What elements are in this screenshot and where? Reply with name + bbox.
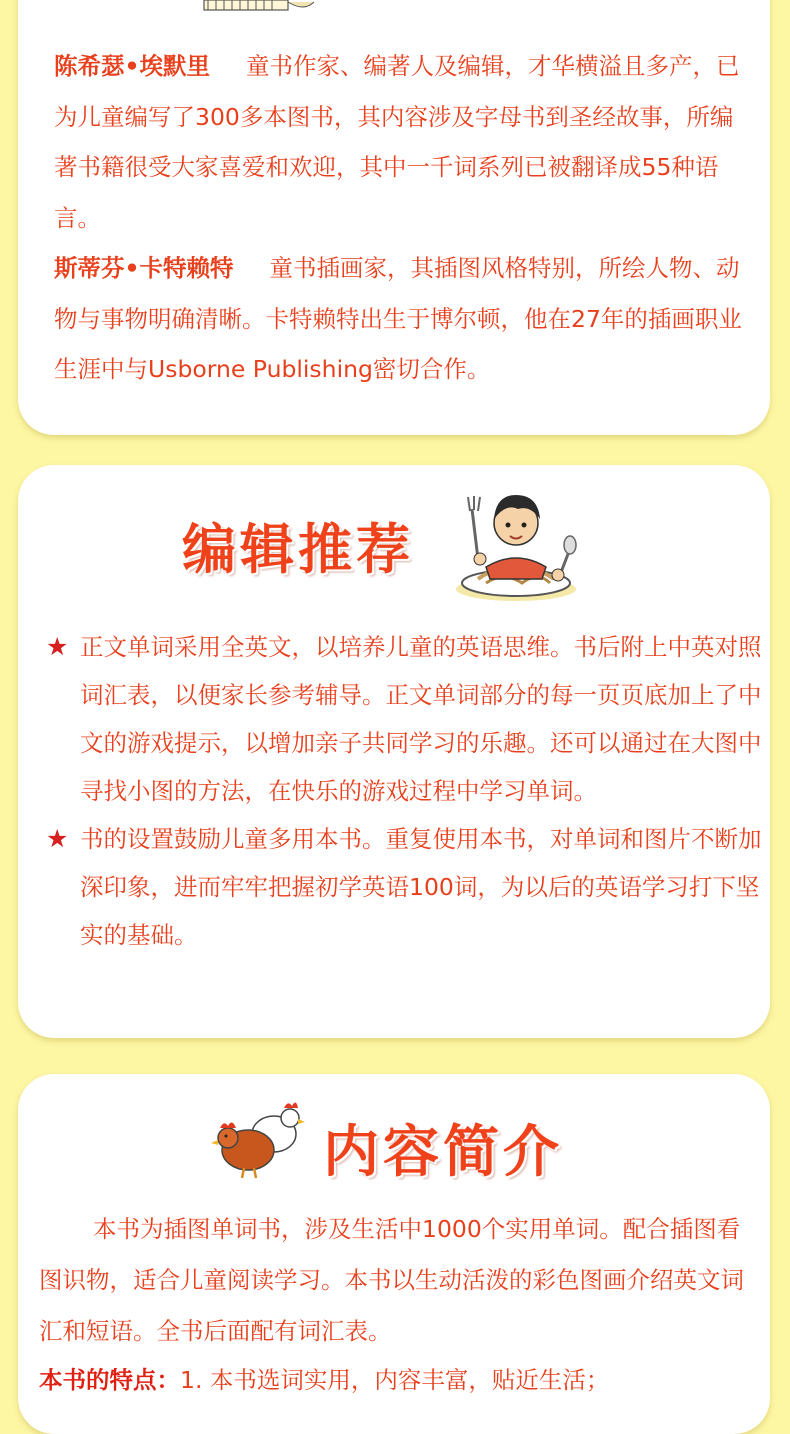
boy-eating-noodles-illustration bbox=[438, 479, 588, 609]
recommendation-text-1: 正文单词采用全英文，以培养儿童的英语思维。书后附上中英对照词汇表，以便家长参考辅导。正文单词部分的每一页页底加上了中文的游戏提示，以增加亲子共同学习的乐趣。还可以通过在大图中寻找小图的方法，在快乐的游戏过程中学习单词。 bbox=[80, 633, 762, 805]
author-bio-2 bbox=[54, 243, 744, 395]
features-label: 本书的特点： bbox=[39, 1366, 180, 1394]
recommendation-card bbox=[18, 465, 770, 1038]
summary-heading: 内容简介 bbox=[323, 1120, 563, 1185]
summary-features bbox=[39, 1355, 754, 1406]
recommendation-heading: 编辑推荐 bbox=[182, 518, 414, 581]
author-card bbox=[18, 0, 770, 435]
author-bio-text-1: 童书作家、编著人及编辑，才华横溢且多产，已为儿童编写了300多本图书，其内容涉及字母书到圣经故事，所编著书籍很受大家喜爱和欢迎，其中一千词系列已被翻译成55种语言。 bbox=[54, 52, 740, 232]
book-illustration bbox=[188, 0, 328, 14]
star-icon: ★ bbox=[46, 632, 69, 661]
author-name-2: 斯蒂芬•卡特赖特 bbox=[54, 254, 234, 282]
author-name-1: 陈希瑟•埃默里 bbox=[54, 52, 211, 80]
list-item bbox=[46, 623, 762, 815]
summary-intro: 本书为插图单词书，涉及生活中1000个实用单词。配合插图看图识物，适合儿童阅读学习。本书以生动活泼的彩色图画介绍英文词汇和短语。全书后面配有词汇表。 bbox=[39, 1215, 744, 1345]
list-item bbox=[46, 815, 762, 959]
summary-card bbox=[18, 1074, 770, 1434]
recommendation-text-2: 书的设置鼓励儿童多用本书。重复使用本书，对单词和图片不断加深印象，进而牢牢把握初学英语100词，为以后的英语学习打下坚实的基础。 bbox=[80, 825, 762, 949]
hens-illustration bbox=[208, 1094, 308, 1180]
star-icon: ★ bbox=[46, 824, 69, 853]
features-text: 1. 本书选词实用，内容丰富，贴近生活； bbox=[180, 1366, 610, 1394]
recommendation-list bbox=[46, 623, 762, 959]
author-bio-text-2: 童书插画家，其插图风格特别，所绘人物、动物与事物明确清晰。卡特赖特出生于博尔顿，他在27年的插画职业生涯中与Usborne Publishing密切合作。 bbox=[54, 254, 742, 383]
author-bio-1 bbox=[54, 41, 744, 243]
